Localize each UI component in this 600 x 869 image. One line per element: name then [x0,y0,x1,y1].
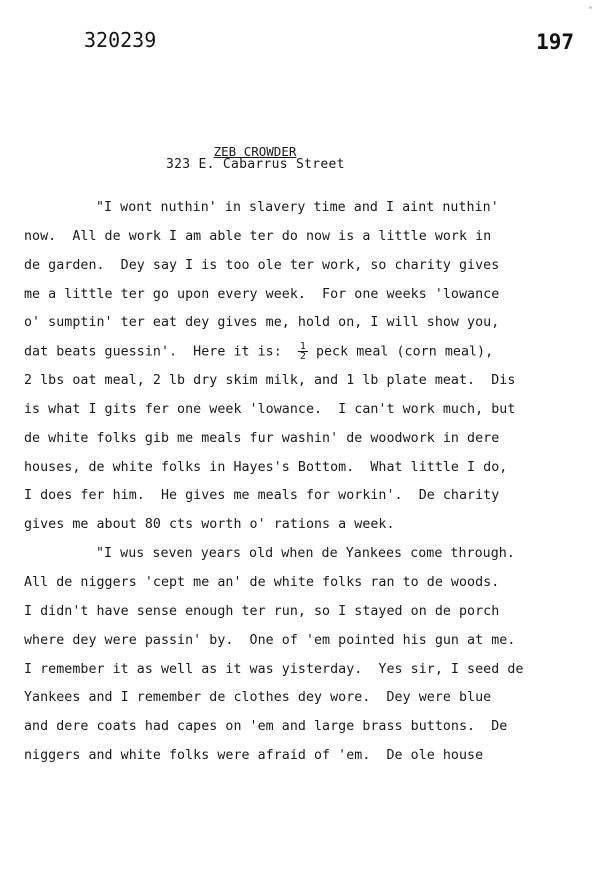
paragraph-2-line-7: and dere coats had capes on 'em and large brass buttons. De [24,719,508,735]
paragraph-2-line-4: where dey were passin' by. One of 'em pointed his gun at me. [24,632,516,648]
speaker-address: 323 E. Cabarrus Street [166,157,345,172]
half-fraction [298,342,308,361]
paragraph-2-line-5: I remember it as well as it was yisterday. Yes sir, I seed de [24,661,524,677]
paragraph-1-line-11: I does fer him. He gives me meals for workin'. De charity [24,488,500,504]
paragraph-1-line-1: "I wont nuthin' in slavery time and I aint nuthin' [96,200,499,215]
paragraph-1-line-3: de garden. Dey say I is too ole ter work, so charity gives [24,257,500,273]
transcript-body [24,198,584,775]
speaker-name: ZEB CROWDER [213,144,297,159]
paragraph-1-line-6 [24,342,584,371]
line-6-start: dat beats guessin'. Here it is: [24,344,298,360]
paragraph-2-line-2: All de niggers 'cept me an' de white folks ran to de woods. [24,574,500,590]
fraction-denominator: 2 [299,351,306,363]
paragraph-1-line-9: de white folks gib me meals fur washin' de woodwork in dere [24,430,500,446]
line-6-end: peck meal (corn meal), [307,344,494,360]
fraction-numerator: 1 [299,341,306,353]
paragraph-1-line-8: is what I gits fer one week 'lowance. I can't work much, but [24,401,516,417]
scan-speck [589,6,592,9]
paragraph-2-line-3: I didn't have sense enough ter run, so I stayed on de porch [24,603,500,619]
paragraph-1-line-4: me a little ter go upon every week. For one weeks 'lowance [24,286,500,302]
paragraph-1-line-7: 2 lbs oat meal, 2 lb dry skim milk, and 1 lb plate meat. Dis [24,373,516,389]
paragraph-2-line-6: Yankees and I remember de clothes dey wore. Dey were blue [24,690,492,706]
paragraph-1-line-12: gives me about 80 cts worth o' rations a week. [24,517,395,533]
document-id: 320239 [84,28,157,52]
paragraph-1-line-10: houses, de white folks in Hayes's Bottom. What little I do, [24,459,508,475]
paragraph-2-line-1: "I wus seven years old when de Yankees come through. [96,546,515,562]
paragraph-1-line-5: o' sumptin' ter eat dey gives me, hold on, I will show you, [24,315,500,331]
page-number: 197 [536,30,574,54]
paragraph-1-line-2: now. All de work I am able ter do now is a little work in [24,228,492,244]
paragraph-2-line-8: niggers and white folks were afraid of 'em. De ole house [24,748,484,764]
